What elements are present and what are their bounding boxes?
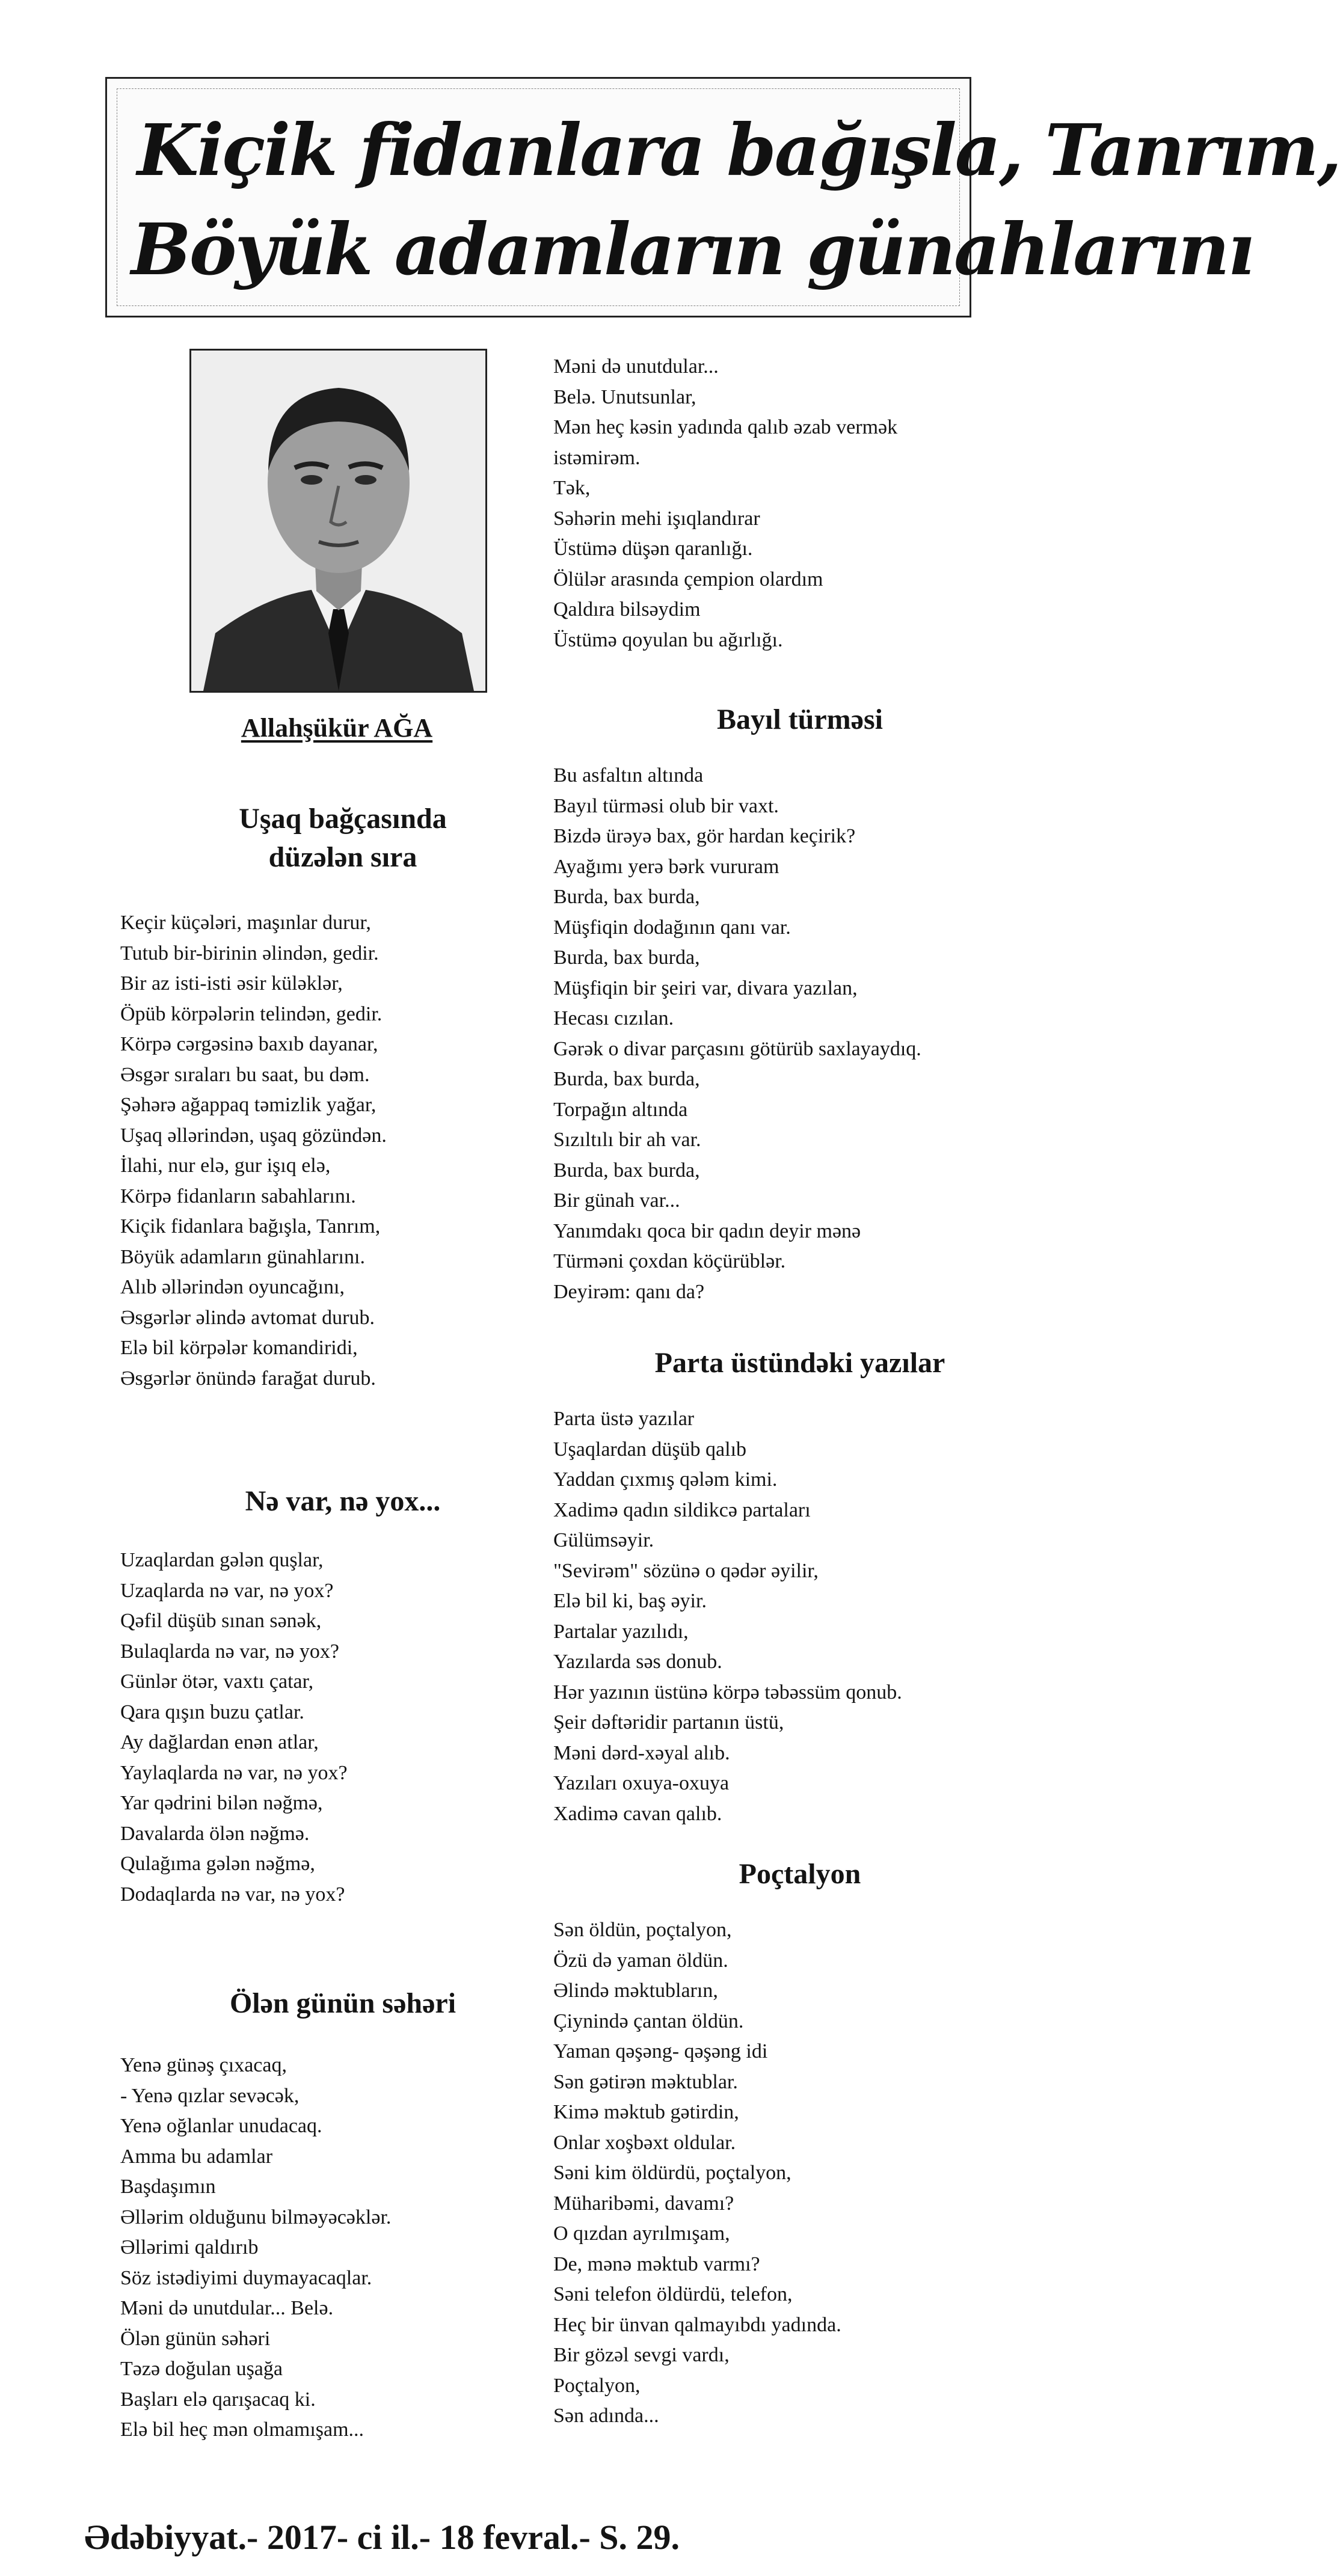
poem-line: Müşfiqin bir şeiri var, divara yazılan,: [553, 977, 858, 999]
poem-line: Müharibəmi, davamı?: [553, 2192, 734, 2215]
poem-line: Qəfil düşüb sınan sənək,: [120, 1610, 322, 1632]
poem-line: Burda, bax burda,: [553, 1159, 700, 1182]
poem-line: Burda, bax burda,: [553, 946, 700, 969]
poem-line: Yaylaqlarda nə var, nə yox?: [120, 1761, 348, 1784]
poem-line: Bayıl türməsi olub bir vaxt.: [553, 794, 779, 817]
poem-line: Qulağıma gələn nəğmə,: [120, 1853, 315, 1875]
poem-line: Deyirəm: qanı da?: [553, 1280, 705, 1303]
poem-title-parta: Parta üstündəki yazılar: [654, 1347, 945, 1379]
poem-line: Müşfiqin dodağının qanı var.: [553, 916, 791, 939]
poem-line: Yenə oğlanlar unudacaq.: [120, 2115, 322, 2137]
author-name: Allahşükür AĞA: [241, 713, 433, 743]
poem-olen-body: [120, 2050, 565, 2446]
poem-line: Dodaqlarda nə var, nə yox?: [120, 1883, 345, 1906]
poem-line: Şəhərə ağappaq təmizlik yağar,: [120, 1094, 376, 1116]
poem-line: Uzaqlarda nə var, nə yox?: [120, 1579, 334, 1602]
poem-line: Mən heç kəsin yadında qalıb əzab vermək: [553, 416, 898, 438]
poem-nevar-body: [120, 1545, 565, 1910]
poem-line: "Sevirəm" sözünə o qədər əyilir,: [553, 1559, 819, 1582]
poem-line: Sən adında...: [553, 2405, 659, 2427]
poem-line: Uzaqlardan gələn quşlar,: [120, 1549, 324, 1571]
banner-title-line-2: Böyük adamların günahlarını: [131, 207, 1253, 291]
poem-line: Başdaşımın: [120, 2176, 216, 2198]
poem-line: Hecası cızılan.: [553, 1007, 674, 1029]
poem-line: Əlində məktubların,: [553, 1980, 718, 2002]
poem-line: Əsgərlər önündə farağat durub.: [120, 1367, 376, 1390]
poem-title-bayil: Bayıl türməsi: [717, 704, 883, 735]
poem-line: Yazıları oxuya-oxuya: [553, 1772, 730, 1794]
poem-line: Burda, bax burda,: [553, 1068, 700, 1090]
poem-line: De, mənə məktub varmı?: [553, 2252, 760, 2275]
author-photo: [189, 349, 487, 693]
poem-line: Körpə cərgəsinə baxıb dayanar,: [120, 1033, 378, 1055]
poem-usaq-body: [120, 908, 565, 1394]
poem-title-poct: Poçtalyon: [739, 1858, 861, 1890]
poem-line: Günlər ötər, vaxtı çatar,: [120, 1670, 314, 1693]
poem-line: Gərək o divar parçasını götürüb saxlayaydıq.: [553, 1037, 921, 1060]
poem-title-usaq: [120, 800, 565, 877]
poem-line: Qara qışın buzu çatlar.: [120, 1700, 304, 1723]
poem-line: Söz istədiyimi duymayacaqlar.: [120, 2266, 372, 2289]
poem-line: Amma bu adamlar: [120, 2145, 273, 2168]
poem-line: Burda, bax burda,: [553, 886, 700, 908]
poem-line: Üstümə düşən qaranlığı.: [553, 538, 753, 560]
poem-line: Partalar yazılıdı,: [553, 1620, 689, 1643]
poem-line: Ölülər arasında çempion olardım: [553, 568, 823, 590]
poem-line: Səhərin mehi işıqlandırar: [553, 507, 760, 530]
poem-line: Tək,: [553, 477, 591, 499]
poem-line: Səni telefon öldürdü, telefon,: [553, 2283, 793, 2305]
poem-title-nevar: Nə var, nə yox...: [245, 1485, 441, 1517]
poem-line: Bizdə ürəyə bax, gör hardan keçirik?: [553, 825, 856, 847]
portrait-illustration: [191, 351, 485, 691]
poem-line: Elə bil körpələr komandiridi,: [120, 1337, 358, 1359]
poem-line: Çiynində çantan öldün.: [553, 2010, 744, 2032]
poem-line: Böyük adamların günahlarını.: [120, 1245, 365, 1268]
poem-parta-body: [553, 1404, 1046, 1829]
poem-line: Yazılarda səs donub.: [553, 1651, 722, 1673]
poem-title-usaq-line-2: düzələn sıra: [268, 841, 417, 873]
poem-line: Əsgər sıraları bu saat, bu dəm.: [120, 1063, 370, 1086]
poem-line: Öpüb körpələrin telindən, gedir.: [120, 1002, 383, 1025]
poem-line: Sən öldün, poçtalyon,: [553, 1919, 732, 1941]
poem-line: Elə bil ki, baş əyir.: [553, 1590, 707, 1612]
poem-line: Şeir dəftəridir partanın üstü,: [553, 1711, 784, 1734]
poem-line: Özü də yaman öldün.: [553, 1949, 728, 1972]
poem-line: Kimə məktub gətirdin,: [553, 2101, 739, 2123]
poem-line: Ay dağlardan enən atlar,: [120, 1731, 319, 1753]
poem-line: Üstümə qoyulan bu ağırlığı.: [553, 628, 783, 651]
poem-line: Bulaqlarda nə var, nə yox?: [120, 1640, 339, 1663]
poem-line: Uşaqlardan düşüb qalıb: [553, 1438, 747, 1461]
poem-line: Əllərimi qaldırıb: [120, 2236, 259, 2259]
poem-line: Xadimə cavan qalıb.: [553, 1802, 722, 1825]
poem-line: Yar qədrini bilən nəğmə,: [120, 1792, 323, 1814]
banner-title-line-1: Kiçik fidanlara bağışla, Tanrım,: [137, 108, 1340, 192]
poem-line: Gülümsəyir.: [553, 1529, 654, 1551]
poem-line: Bir günah var...: [553, 1189, 680, 1212]
poem-line: Əsgərlər əlində avtomat durub.: [120, 1306, 375, 1329]
poem-line: Yaman qəşəng- qəşəng idi: [553, 2040, 768, 2062]
poem-line: Kiçik fidanlara bağışla, Tanrım,: [120, 1215, 381, 1237]
poem-line: Məni dərd-xəyal alıb.: [553, 1741, 730, 1764]
poem-line: Belə. Unutsunlar,: [553, 385, 696, 408]
poem-line: Bu asfaltın altında: [553, 764, 704, 787]
poem-line: - Yenə qızlar sevəcək,: [120, 2084, 300, 2107]
poem-line: Poçtalyon,: [553, 2374, 641, 2397]
poem-line: Alıb əllərindən oyuncağını,: [120, 1276, 345, 1298]
poem-line: istəmirəm.: [553, 446, 641, 469]
poem-line: Qaldıra bilsəydim: [553, 598, 701, 621]
poem-line: Ayağımı yerə bərk vururam: [553, 855, 779, 878]
poem-line: Yanımdakı qoca bir qadın deyir mənə: [553, 1219, 861, 1242]
poem-poct-body: [553, 1915, 1046, 2432]
poem-line: Səni kim öldürdü, poçtalyon,: [553, 2162, 791, 2184]
poem-line: Bir az isti-isti əsir küləklər,: [120, 972, 343, 995]
poem-line: Bir gözəl sevgi vardı,: [553, 2344, 730, 2366]
poem-line: Yaddan çıxmış qələm kimi.: [553, 1468, 778, 1491]
title-banner: [105, 77, 1340, 317]
poem-bayil-body: [553, 761, 1046, 1307]
poem-line: Sızıltılı bir ah var.: [553, 1129, 701, 1151]
poem-line: Sən gətirən məktublar.: [553, 2070, 738, 2093]
poem-line: Körpə fidanların sabahlarını.: [120, 1185, 356, 1207]
poem-title-usaq-line-1: Uşaq bağçasında: [239, 803, 447, 835]
poem-line: Davalarda ölən nəğmə.: [120, 1822, 310, 1845]
poem-line: Torpağın altında: [553, 1098, 688, 1121]
poem-line: Yenə günəş çıxacaq,: [120, 2054, 287, 2076]
poem-line: Ölən günün səhəri: [120, 2327, 271, 2350]
poem-line: Heç bir ünvan qalmayıbdı yadında.: [553, 2313, 841, 2336]
poem-line: Məni də unutdular...: [553, 355, 719, 378]
poem-line: Xadimə qadın sildikcə partaları: [553, 1498, 811, 1521]
poem-line: Elə bil heç mən olmamışam...: [120, 2418, 364, 2441]
source-citation: Ədəbiyyat.- 2017- ci il.- 18 fevral.- S. 29.: [84, 2518, 680, 2557]
poem-line: Hər yazının üstünə körpə təbəssüm qonub.: [553, 1681, 902, 1704]
poem-line: Parta üstə yazılar: [553, 1408, 695, 1430]
poem-line: Uşaq əllərindən, uşaq gözündən.: [120, 1124, 387, 1147]
poem-line: İlahi, nur elə, gur işıq elə,: [120, 1155, 331, 1177]
poem-line: O qızdan ayrılmışam,: [553, 2222, 730, 2245]
poem-line: Türməni çoxdan köçürüblər.: [553, 1250, 786, 1272]
poem-olen-continuation: [553, 352, 1046, 655]
poem-line: Əllərim olduğunu bilməyəcəklər.: [120, 2206, 392, 2228]
poem-line: Başları elə qarışacaq ki.: [120, 2388, 316, 2411]
poem-line: Onlar xoşbəxt oldular.: [553, 2131, 736, 2154]
poem-line: Tutub bir-birinin əlindən, gedir.: [120, 942, 379, 964]
poem-line: Təzə doğulan uşağa: [120, 2358, 283, 2380]
poem-line: Keçir küçələri, maşınlar durur,: [120, 912, 371, 934]
poem-line: Məni də unutdular... Belə.: [120, 2297, 334, 2319]
poem-title-olen: Ölən günün səhəri: [229, 1987, 456, 2019]
